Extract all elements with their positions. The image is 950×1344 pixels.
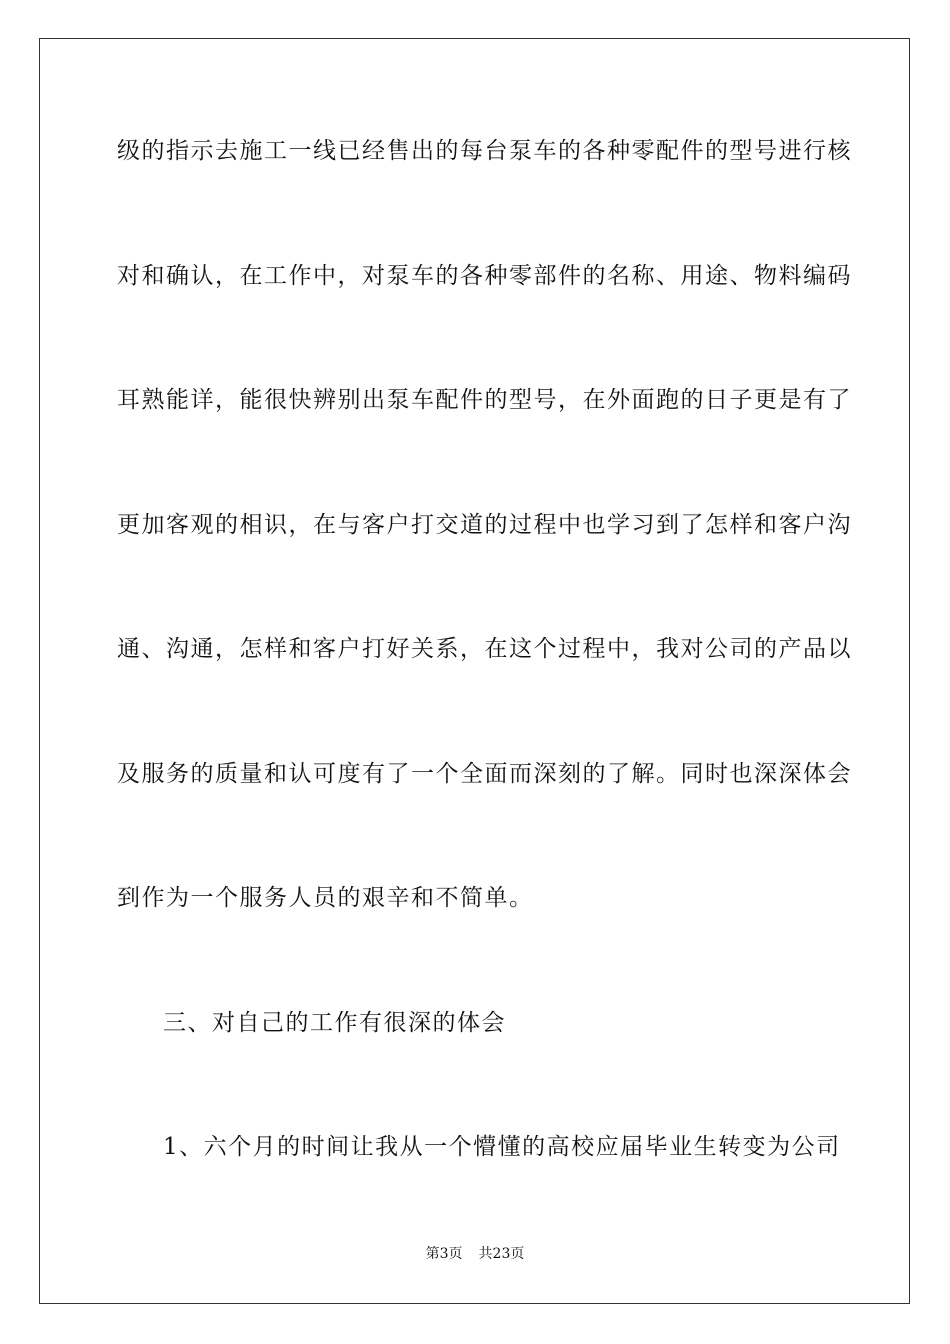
body-line: 对和确认，在工作中，对泵车的各种零部件的名称、用途、物料编码 <box>117 263 852 289</box>
page-footer <box>0 1245 950 1263</box>
page-number: 第3页 <box>425 1246 463 1262</box>
body-line: 级的指示去施工一线已经售出的每台泵车的各种零配件的型号进行核 <box>117 138 852 164</box>
body-line: 到作为一个服务人员的艰辛和不简单。 <box>117 885 534 911</box>
body-line: 耳熟能详，能很快辨别出泵车配件的型号，在外面跑的日子更是有了 <box>117 387 852 413</box>
body-line: 及服务的质量和认可度有了一个全面而深刻的了解。同时也深深体会 <box>117 761 852 787</box>
total-pages: 共23页 <box>478 1246 525 1262</box>
body-line: 通、沟通，怎样和客户打好关系，在这个过程中，我对公司的产品以 <box>117 636 852 662</box>
list-item-line: 1、六个月的时间让我从一个懵懂的高校应届毕业生转变为公司 <box>163 1134 841 1160</box>
page-border <box>39 38 910 1304</box>
section-heading: 三、对自己的工作有很深的体会 <box>163 1010 506 1036</box>
body-line: 更加客观的相识，在与客户打交道的过程中也学习到了怎样和客户沟 <box>117 512 852 538</box>
